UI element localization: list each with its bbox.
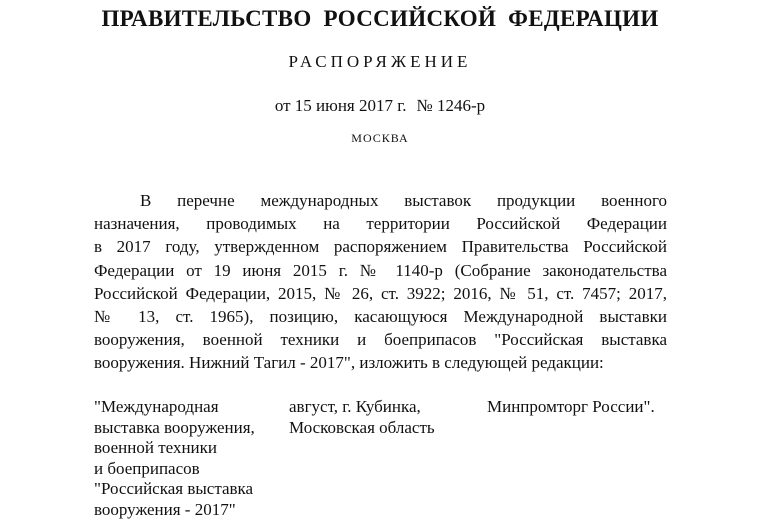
entry-when-line: Московская область [289,417,435,437]
body-line: В перечне международных выставок продукции военного [140,191,667,210]
document-city: МОСКВА [351,131,409,145]
entry-name-line: "Международная [94,397,219,416]
entry-org-line: Минпромторг России". [487,397,655,416]
document-date: от 15 июня 2017 г. [274,96,407,115]
document-number: № 1246-р [416,96,486,115]
government-title: ПРАВИТЕЛЬСТВО РОССИЙСКОЙ ФЕДЕРАЦИИ [101,6,659,31]
entry-name-line: и боеприпасов [94,458,200,478]
entry-exhibition-name [94,397,274,520]
body-line: вооружения, военной техники и боеприпасов "Российская выставка [94,330,667,350]
entry-name-line: "Российская выставка [94,479,254,498]
body-line: в 2017 году, утвержденном распоряжением Правительства Российской [94,237,667,257]
document-type: РАСПОРЯЖЕНИЕ [288,52,472,71]
entry-name-line: военной техники [94,438,218,457]
body-paragraph [94,189,667,375]
document-date-line [0,96,760,116]
entry-organizer [487,397,687,418]
entry-name-line: вооружения - 2017" [94,499,236,519]
entry-time-place [289,397,459,438]
entry-name-line: выставка вооружения, [94,417,255,437]
body-line: Российской Федерации, 2015, № 26, ст. 3922; 2016, № 51, ст. 7457; 2017, [94,283,667,303]
body-line: вооружения. Нижний Тагил - 2017", изложить в следующей редакции: [94,353,604,373]
body-line: Федерации от 19 июня 2015 г. № 1140-р (Собрание законодательства [94,260,667,280]
body-line: назначения, проводимых на территории Российской Федерации [94,214,667,234]
entry-when-line: август, г. Кубинка, [289,397,421,416]
body-line: № 13, ст. 1965), позицию, касающуюся Международной выставки [94,307,667,327]
